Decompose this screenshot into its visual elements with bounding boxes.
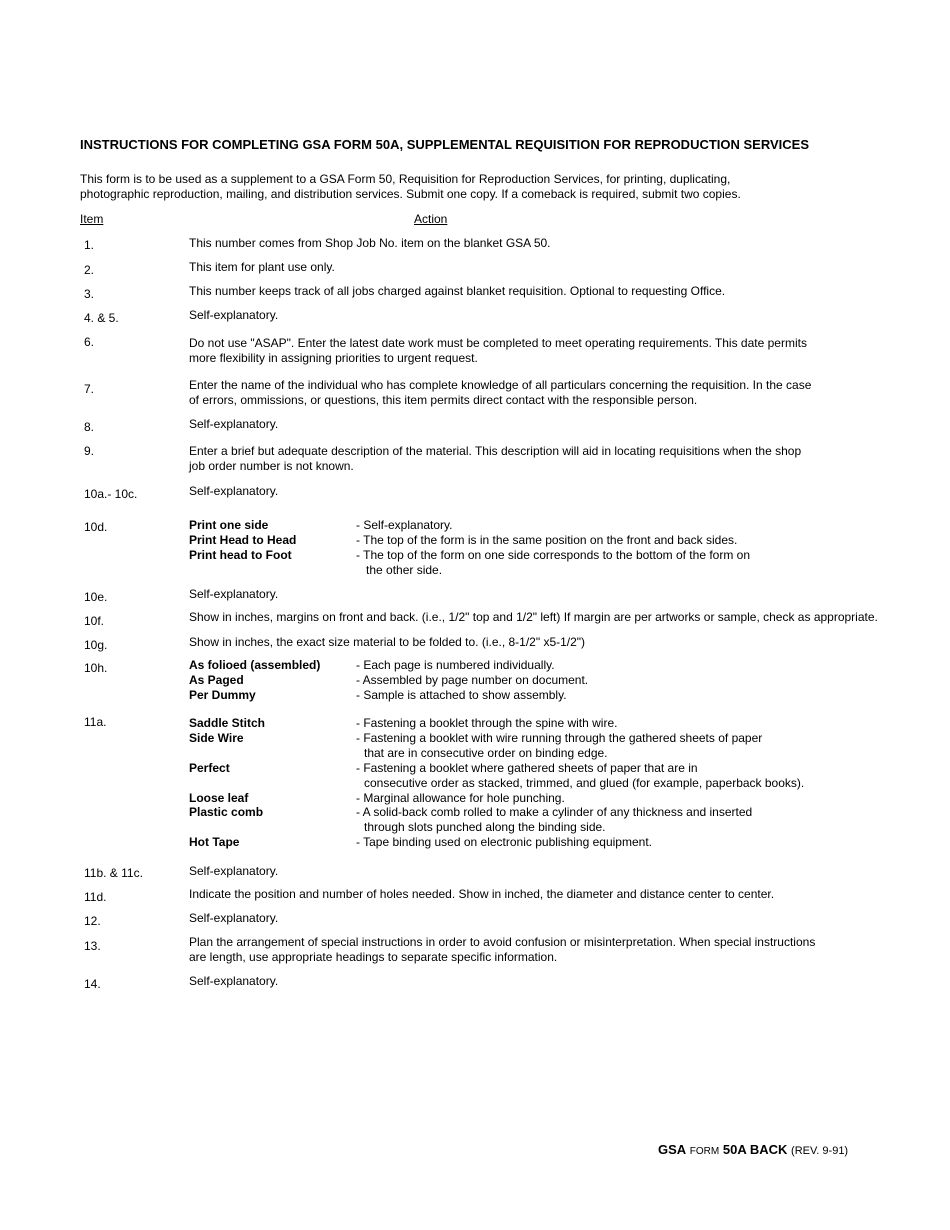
option-term: Side Wire bbox=[189, 731, 244, 745]
action-line: job order number is not known. bbox=[189, 459, 354, 473]
option-description: - Fastening a booklet with wire running through the gathered sheets of paper bbox=[356, 731, 763, 745]
option-description: - Each page is numbered individually. bbox=[356, 658, 555, 672]
action-line: more flexibility in assigning priorities to urgent request. bbox=[189, 351, 478, 365]
option-description-continued: that are in consecutive order on binding edge. bbox=[364, 746, 608, 760]
item-action: Indicate the position and number of holes needed. Show in inched, the diameter and distance center to center. bbox=[189, 887, 775, 901]
option-description: - The top of the form on one side corresponds to the bottom of the form on bbox=[356, 548, 751, 562]
option-description-continued: consecutive order as stacked, trimmed, and glued (for example, paperback books). bbox=[364, 776, 805, 790]
option-term: Print Head to Head bbox=[189, 533, 297, 547]
option-description: - The top of the form is in the same position on the front and back sides. bbox=[356, 533, 738, 547]
option-term: Plastic comb bbox=[189, 805, 264, 819]
item-number: 10e. bbox=[84, 590, 108, 604]
option-description-continued: the other side. bbox=[366, 563, 443, 577]
item-action: Self-explanatory. bbox=[189, 587, 279, 601]
action-line: Enter a brief but adequate description of the material. This description will aid in locating requisitions when the shop bbox=[189, 444, 802, 458]
option-description: - Fastening a booklet where gathered sheets of paper that are in bbox=[356, 761, 698, 775]
footer-revision: (REV. 9-91) bbox=[791, 1145, 849, 1157]
item-action bbox=[189, 935, 815, 965]
footer-number: 50A BACK bbox=[722, 1142, 788, 1157]
item-action: Self-explanatory. bbox=[189, 417, 279, 431]
item-action: Self-explanatory. bbox=[189, 911, 279, 925]
option-term: Per Dummy bbox=[189, 688, 256, 702]
item-number: 10h. bbox=[84, 661, 108, 675]
option-description: - Self-explanatory. bbox=[356, 518, 453, 532]
item-action: This number comes from Shop Job No. item on the blanket GSA 50. bbox=[189, 236, 551, 250]
action-line: are length, use appropriate headings to separate specific information. bbox=[189, 950, 558, 964]
item-action: Self-explanatory. bbox=[189, 484, 279, 498]
option-description: - Assembled by page number on document. bbox=[356, 673, 589, 687]
intro-line-1: This form is to be used as a supplement to a GSA Form 50, Requisition for Reproduction Services, for printing, duplicating, bbox=[80, 172, 731, 186]
item-number: 1. bbox=[84, 238, 95, 252]
footer-gsa: GSA bbox=[658, 1142, 687, 1157]
option-term: Perfect bbox=[189, 761, 230, 775]
option-term: Hot Tape bbox=[189, 835, 240, 849]
item-column-header: Item bbox=[80, 212, 104, 226]
item-number: 9. bbox=[84, 444, 95, 458]
item-number: 8. bbox=[84, 420, 95, 434]
item-number: 10g. bbox=[84, 638, 108, 652]
item-number: 11b. & 11c. bbox=[84, 866, 143, 880]
intro-line-2: photographic reproduction, mailing, and distribution services. Submit one copy. If a comeback is required, submit two copies. bbox=[80, 187, 741, 201]
item-action: Self-explanatory. bbox=[189, 864, 279, 878]
option-description: - A solid-back comb rolled to make a cylinder of any thickness and inserted bbox=[356, 805, 753, 819]
item-action: This number keeps track of all jobs charged against blanket requisition. Optional to requesting Office. bbox=[189, 284, 726, 298]
option-description-continued: through slots punched along the binding side. bbox=[364, 820, 606, 834]
action-line: Plan the arrangement of special instructions in order to avoid confusion or misinterpretation. When special instructions bbox=[189, 935, 816, 949]
item-number: 2. bbox=[84, 263, 95, 277]
item-number: 10d. bbox=[84, 520, 108, 534]
item-action bbox=[189, 444, 801, 474]
item-action: Self-explanatory. bbox=[189, 308, 279, 322]
action-line: of errors, ommissions, or questions, this item permits direct contact with the responsible person. bbox=[189, 393, 698, 407]
option-description: - Tape binding used on electronic publishing equipment. bbox=[356, 835, 652, 849]
item-number: 4. & 5. bbox=[84, 311, 119, 325]
item-action: Show in inches, the exact size material to be folded to. (i.e., 8-1/2" x5-1/2") bbox=[189, 635, 586, 649]
option-description: - Fastening a booklet through the spine with wire. bbox=[356, 716, 618, 730]
item-number: 11a. bbox=[84, 715, 107, 729]
option-description: - Sample is attached to show assembly. bbox=[356, 688, 567, 702]
item-number: 6. bbox=[84, 335, 95, 349]
intro-paragraph bbox=[80, 172, 741, 202]
item-number: 13. bbox=[84, 939, 101, 953]
footer-form: FORM bbox=[689, 1146, 720, 1157]
option-description: - Marginal allowance for hole punching. bbox=[356, 791, 565, 805]
option-term: Print head to Foot bbox=[189, 548, 292, 562]
item-action bbox=[189, 378, 811, 408]
item-action: Show in inches, margins on front and back. (i.e., 1/2" top and 1/2" left) If margin are per artworks or sample, check as appropriate. bbox=[189, 610, 878, 624]
page-title: INSTRUCTIONS FOR COMPLETING GSA FORM 50A, SUPPLEMENTAL REQUISITION FOR REPRODUCTION SERVICES bbox=[80, 137, 810, 152]
form-identifier bbox=[658, 1142, 848, 1157]
item-number: 3. bbox=[84, 287, 95, 301]
option-term: Print one side bbox=[189, 518, 269, 532]
item-number: 10a.- 10c. bbox=[84, 487, 138, 501]
action-line: Do not use "ASAP". Enter the latest date work must be completed to meet operating requirements. This date permits bbox=[189, 336, 807, 350]
option-term: As folioed (assembled) bbox=[189, 658, 321, 672]
action-column-header: Action bbox=[414, 212, 448, 226]
option-term: Saddle Stitch bbox=[189, 716, 266, 730]
item-number: 14. bbox=[84, 977, 101, 991]
item-number: 12. bbox=[84, 914, 101, 928]
item-action bbox=[189, 336, 807, 366]
item-number: 10f. bbox=[84, 614, 105, 628]
item-number: 11d. bbox=[84, 890, 107, 904]
option-term: As Paged bbox=[189, 673, 244, 687]
action-line: Enter the name of the individual who has complete knowledge of all particulars concerning the requisition. In the case bbox=[189, 378, 812, 392]
item-number: 7. bbox=[84, 382, 95, 396]
item-action: Self-explanatory. bbox=[189, 974, 279, 988]
item-action: This item for plant use only. bbox=[189, 260, 335, 274]
option-term: Loose leaf bbox=[189, 791, 249, 805]
